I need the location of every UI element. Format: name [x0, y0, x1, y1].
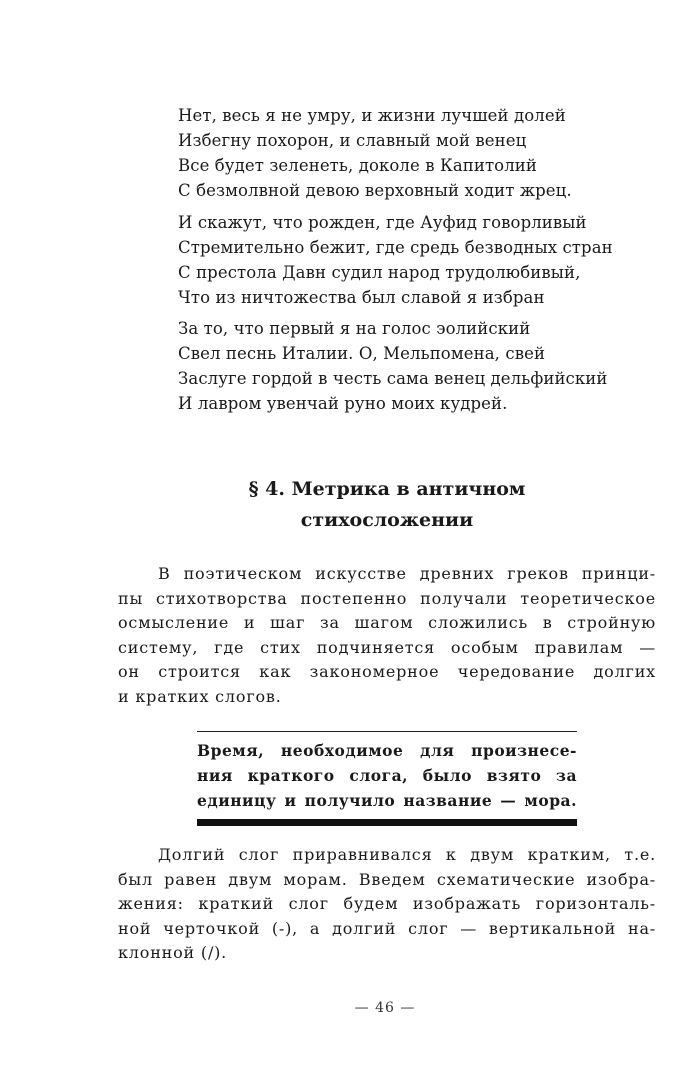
page-number: — 46 — [354, 1000, 416, 1016]
definition-callout [197, 731, 577, 826]
callout-bottom-rule [197, 819, 577, 826]
section-heading [0, 474, 682, 536]
body-paragraph-1 [118, 562, 656, 710]
paragraph-line: и кратких слогов. [118, 686, 282, 706]
paragraph-line: был равен двум морам. Введем схематические изобра- [118, 869, 656, 889]
paragraph-line: Долгий слог приравнивался к двум кратким, т.е. [158, 845, 656, 864]
callout-top-rule [197, 731, 577, 732]
poem-line: И лавром увенчай руно моих кудрей. [178, 394, 508, 413]
paragraph-line: систему, где стих подчиняется особым правилам — [118, 637, 656, 657]
paragraph-line: ной черточкой (-), а долгий слог — вертикальной на- [118, 918, 656, 938]
callout-line: ния краткого слога, было взято за [197, 766, 577, 785]
poem-line: С престола Давн судил народ трудолюбивый, [178, 263, 581, 282]
section-heading-line-2: стихосложении [300, 509, 474, 531]
poem-stanza-3 [178, 316, 608, 416]
callout-text [197, 738, 577, 813]
section-heading-line-1: § 4. Метрика в античном [248, 478, 526, 500]
paragraph-line: жения: краткий слог будем изображать горизонталь- [118, 894, 656, 914]
poem-line: Избегну похорон, и славный мой венец [178, 131, 527, 150]
poem-line: И скажут, что рожден, где Ауфид говорливый [178, 213, 587, 232]
callout-line: Время, необходимое для произнесе- [197, 741, 577, 760]
poem-line: Стремительно бежит, где средь безводных стран [178, 238, 613, 257]
poem-stanza-2 [178, 210, 613, 310]
poem-line: Что из ничтожества был славой я избран [178, 288, 545, 307]
paragraph-line: В поэтическом искусстве древних греков принци- [158, 564, 656, 583]
body-paragraph-2 [118, 843, 656, 966]
paragraph-line: пы стихотворства постепенно получали теоретическое [118, 588, 656, 608]
paragraph-line: он строится как закономерное чередование долгих [118, 662, 656, 682]
poem-line: Свел песнь Италии. О, Мельпомена, свей [178, 344, 546, 363]
paragraph-line: клонной (/). [118, 943, 228, 963]
poem-line: Все будет зеленеть, доколе в Капитолий [178, 156, 537, 175]
poem-stanza-1 [178, 103, 572, 203]
poem-line: Заслуге гордой в честь сама венец дельфийский [178, 369, 608, 388]
poem-line: Нет, весь я не умру, и жизни лучшей долей [178, 106, 566, 125]
paragraph-line: осмысление и шаг за шагом сложились в стройную [118, 613, 656, 633]
poem-line: За то, что первый я на голос эолийский [178, 319, 531, 338]
poem-line: С безмолвной девою верховный ходит жрец. [178, 181, 572, 200]
callout-line: единицу и получило название — мора. [197, 791, 577, 810]
